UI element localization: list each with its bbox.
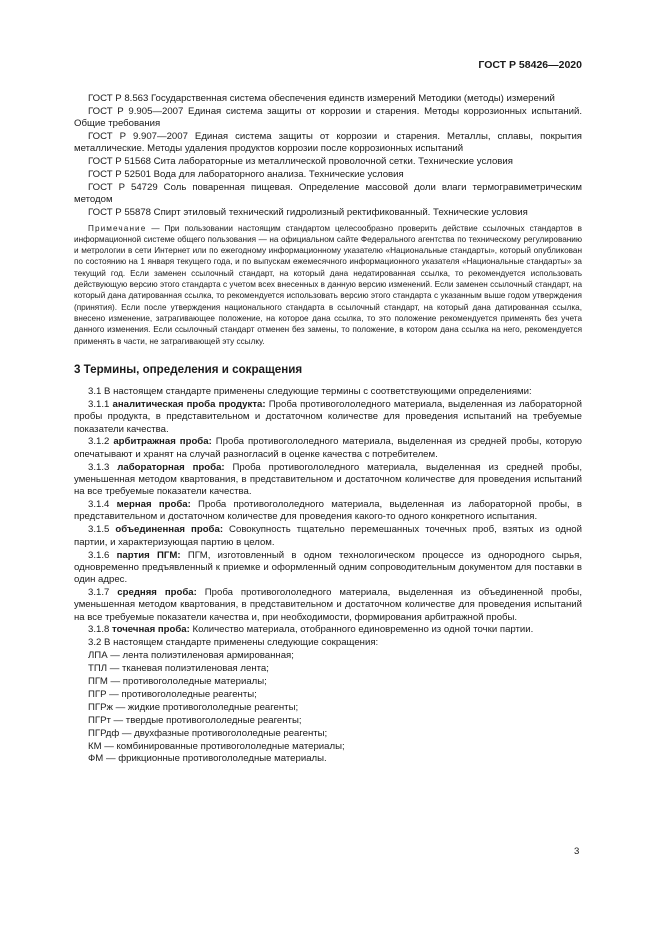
abbreviation-item: ПГР — противогололедные реагенты; — [88, 688, 257, 700]
term-number: 3.1.6 — [88, 549, 117, 561]
term-number: 3.1.8 — [88, 624, 113, 636]
term-text: Проба противогололедного материала, выделенная из лабораторной пробы продукта, в представительном и достаточном количестве для проведения испытаний на требуемые показатели качества. — [74, 398, 582, 435]
reference-item: ГОСТ Р 52501 Вода для лабораторного анализа. Технические условия — [88, 169, 404, 181]
abbreviation-item: ПГРдф — двухфазные противогололедные реагенты; — [88, 727, 328, 739]
reference-item: ГОСТ Р 55878 Спирт этиловый технический гидролизный ректификованный. Технические условия — [88, 207, 528, 219]
term-definition — [74, 550, 582, 587]
term-definition — [74, 436, 582, 461]
term-number: 3.1.4 — [88, 499, 117, 511]
term-name: объединенная проба: — [115, 524, 224, 536]
term-text: Проба противогололедного материала, выделенная из средней пробы, которую опечатывают и хранят на случай разногласий в оценке качества с потребителем. — [74, 436, 582, 460]
term-number: 3.1.3 — [88, 461, 118, 473]
document-id-header: ГОСТ Р 58426—2020 — [478, 59, 582, 71]
note-text: — При пользовании настоящим стандартом целесообразно проверить действие ссылочных стандартов в информационной системе общего пользования — на официальном сайте Федерального агентства по техническому регулированию и метрологии в сети Интернет или по ежегодному информационному указателю «Национальные стандарты», который опубликован по состоянию на 1 января текущего года, и по выпускам ежемесячного информационного указателя «Национальные стандарты» за текущий год. Если заменен ссылочный стандарт, на который дана недатированная ссылка, то рекомендуется использовать действующую версию этого стандарта с учетом всех внесенных в данную версию изменений. Если заменен ссылочный стандарт, на который дана датированная ссылка, то рекомендуется использовать версию этого стандарта с указанным выше годом утверждения (принятия). Если после утверждения национального стандарта в ссылочный стандарт, на который дана датированная ссылка, внесено изменение, затрагивающее положение, на которое дана ссылка, то это положение рекомендуется применять без учета данного изменения. Если ссылочный стандарт отменен без замены, то положение, в котором дана ссылка на него, рекомендуется применять в части, не затрагивающей эту ссылку. — [74, 223, 582, 346]
term-text: ПГМ, изготовленный в одном технологическом процессе из однородного сырья, одновременно предъявленный к приемке и оформленный одним сопроводительным документом для поставки в один адрес. — [74, 549, 582, 586]
term-text: Количество материала, отобранного единовременно из одной точки партии. — [189, 624, 534, 636]
term-definition — [74, 399, 582, 436]
term-text: Проба противогололедного материала, выделенная из объединенной пробы, уменьшенная методом квартования, в представительном и достаточном количестве для проведения испытаний на все требуемые показатели качества и, при необходимости, формирования арбитражной пробы. — [74, 587, 582, 623]
references-list — [74, 93, 582, 220]
reference-item: ГОСТ Р 9.907—2007 Единая система защиты от коррозии и старения. Металлы, сплавы, покрытия металлические. Методы удаления продуктов коррозии после коррозионных испытаний — [74, 131, 582, 155]
term-name: арбитражная проба: — [113, 436, 212, 448]
term-text: Проба противогололедного материала, выделенная из лабораторной пробы, в представительном и достаточном количестве для проведения какого-то одного конкретного испытания. — [74, 499, 582, 523]
term-definition — [74, 624, 582, 636]
term-number: 3.1.7 — [88, 587, 118, 598]
abbreviation-item: ФМ — фрикционные противогололедные материалы. — [88, 753, 327, 765]
term-definition — [74, 587, 582, 624]
term-number: 3.1.2 — [88, 436, 114, 448]
abbreviation-item: ПГРт — твердые противогололедные реагенты; — [88, 714, 302, 726]
reference-item: ГОСТ Р 8.563 Государственная система обеспечения единств измерений Методики (методы) измерений — [88, 93, 555, 104]
reference-item: ГОСТ Р 54729 Соль поваренная пищевая. Определение массовой доли влаги термогравиметрическим методом — [74, 182, 582, 206]
term-name: лабораторная проба: — [117, 461, 225, 473]
term-name: средняя проба: — [117, 587, 197, 598]
note-label: Примечание — [88, 223, 147, 233]
abbreviation-item: ЛПА — лента полиэтиленовая армированная; — [88, 650, 294, 662]
term-text: Совокупность тщательно перемешанных точечных проб, взятых из одной партии, и характеризующая партию в целом. — [74, 524, 582, 548]
reference-item: ГОСТ Р 9.905—2007 Единая система защиты от коррозии и старения. Методы коррозионных испытаний. Общие требования — [74, 105, 582, 130]
abbreviation-item: ПГРж — жидкие противогололедные реагенты; — [88, 701, 299, 713]
term-definition — [74, 499, 582, 524]
term-name: точечная проба: — [112, 624, 190, 636]
reference-item: ГОСТ Р 51568 Сита лабораторные из металлической проволочной сетки. Технические условия — [88, 156, 513, 168]
term-name: партия ПГМ: — [116, 549, 181, 561]
abbreviation-item: ПГМ — противогололедные материалы; — [88, 676, 267, 688]
abbreviations-list — [74, 650, 582, 765]
abbreviation-item: ТПЛ — тканевая полиэтиленовая лента; — [88, 663, 269, 675]
note-paragraph — [74, 223, 582, 347]
term-number: 3.1.1 — [88, 398, 113, 410]
terms-intro: 3.1 В настоящем стандарте применены следующие термины с соответствующими определениями: — [88, 386, 532, 398]
term-number: 3.1.5 — [88, 524, 116, 536]
page-number: 3 — [574, 846, 580, 857]
page-content — [74, 93, 582, 766]
section-3-title: 3 Термины, определения и сокращения — [74, 362, 303, 376]
abbreviation-item: КМ — комбинированные противогололедные материалы; — [88, 740, 345, 752]
abbreviations-intro: 3.2 В настоящем стандарте применены следующие сокращения: — [88, 637, 379, 649]
term-name: мерная проба: — [116, 499, 191, 511]
term-text: Проба противогололедного материала, выделенная из средней пробы, уменьшенная методом квартования, в представительном и достаточном количестве для проведения испытаний на все требуемые показатели качества. — [74, 461, 582, 498]
term-name: аналитическая проба продукта: — [112, 398, 266, 410]
term-definition — [74, 524, 582, 549]
term-definition — [74, 462, 582, 499]
